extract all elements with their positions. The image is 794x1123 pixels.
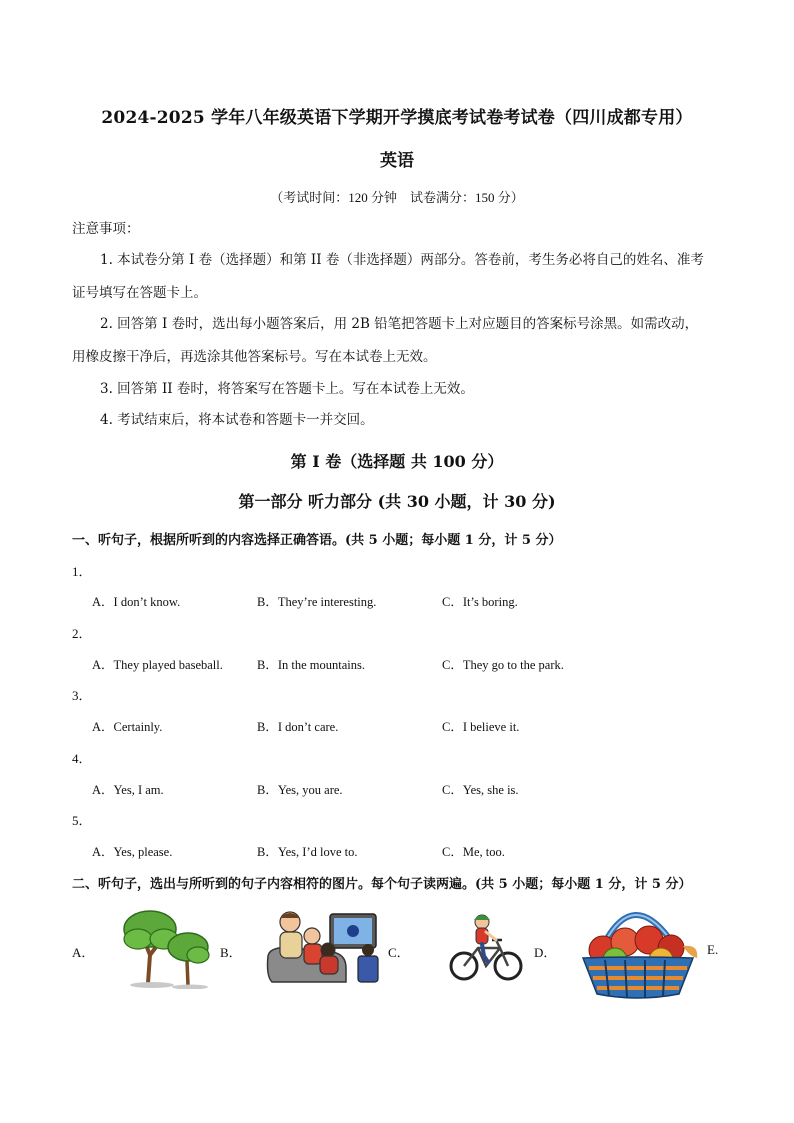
picture-label-d: D． <box>534 945 557 960</box>
question-number: 5． <box>72 813 92 828</box>
option-c: C．It’s boring. <box>442 595 518 609</box>
section1-heading: 一、听句子，根据所听到的内容选择正确答语。(共 5 小题；每小题 1 分，计 5 分） <box>72 533 562 548</box>
cyclist-icon <box>448 910 524 986</box>
question-number: 2． <box>72 626 92 641</box>
subject-title: 英语 <box>380 151 414 171</box>
option-a: A．I don’t know. <box>92 595 181 609</box>
option-b: B．Yes, you are. <box>257 783 343 797</box>
notice-item-2-line1: 2. 回答第 I 卷时，选出每小题答案后，用 2B 铅笔把答题卡上对应题目的答案标号涂黑。如需改动， <box>100 316 699 332</box>
question-number: 1． <box>72 564 92 579</box>
option-b: B．Yes, I’d love to. <box>257 845 358 859</box>
picture-label-c: C． <box>388 945 410 960</box>
section2-heading: 二、听句子，选出与所听到的句子内容相符的图片。每个句子读两遍。(共 5 小题；每小题 1 分，计 5 分） <box>72 877 692 892</box>
picture-label-a: A． <box>72 945 95 960</box>
notice-item-2-line2: 用橡皮擦干净后，再选涂其他答案标号。写在本试卷上无效。 <box>72 349 437 365</box>
exam-info: （考试时间：120 分钟 试卷满分：150 分） <box>270 190 524 205</box>
option-a: A．Yes, please. <box>92 845 173 859</box>
notice-item-1-line1: 1. 本试卷分第 I 卷（选择题）和第 II 卷（非选择题）两部分。答卷前，考生务必将自己的姓名、准考 <box>100 252 704 268</box>
option-b: B．I don’t care. <box>257 720 339 734</box>
notice-heading: 注意事项： <box>72 221 140 237</box>
question-number: 4． <box>72 751 92 766</box>
notice-item-3: 3. 回答第 II 卷时，将答案写在答题卡上。写在本试卷上无效。 <box>100 381 474 397</box>
option-a: A．They played baseball. <box>92 658 223 672</box>
fruit-basket-icon <box>575 898 703 1002</box>
option-c: C．They go to the park. <box>442 658 564 672</box>
option-c: C．Me, too. <box>442 845 505 859</box>
option-a: A．Certainly. <box>92 720 163 734</box>
option-c: C．Yes, she is. <box>442 783 519 797</box>
option-a: A．Yes, I am. <box>92 783 164 797</box>
notice-item-1-line2: 证号填写在答题卡上。 <box>72 285 207 301</box>
option-b: B．They’re interesting. <box>257 595 377 609</box>
picture-label-e: E. <box>707 942 719 957</box>
page-title: 2024-2025 学年八年级英语下学期开学摸底考试卷考试卷（四川成都专用） <box>101 108 693 128</box>
volume-heading: 第 I 卷（选择题 共 100 分） <box>290 452 504 471</box>
option-c: C．I believe it. <box>442 720 520 734</box>
picture-label-b: B． <box>220 945 242 960</box>
option-b: B．In the mountains. <box>257 658 365 672</box>
family-tv-icon <box>262 906 384 988</box>
notice-item-4: 4. 考试结束后，将本试卷和答题卡一并交回。 <box>100 412 374 428</box>
trees-icon <box>118 905 214 989</box>
part-heading: 第一部分 听力部分 (共 30 小题，计 30 分) <box>238 492 556 511</box>
question-number: 3． <box>72 688 92 703</box>
